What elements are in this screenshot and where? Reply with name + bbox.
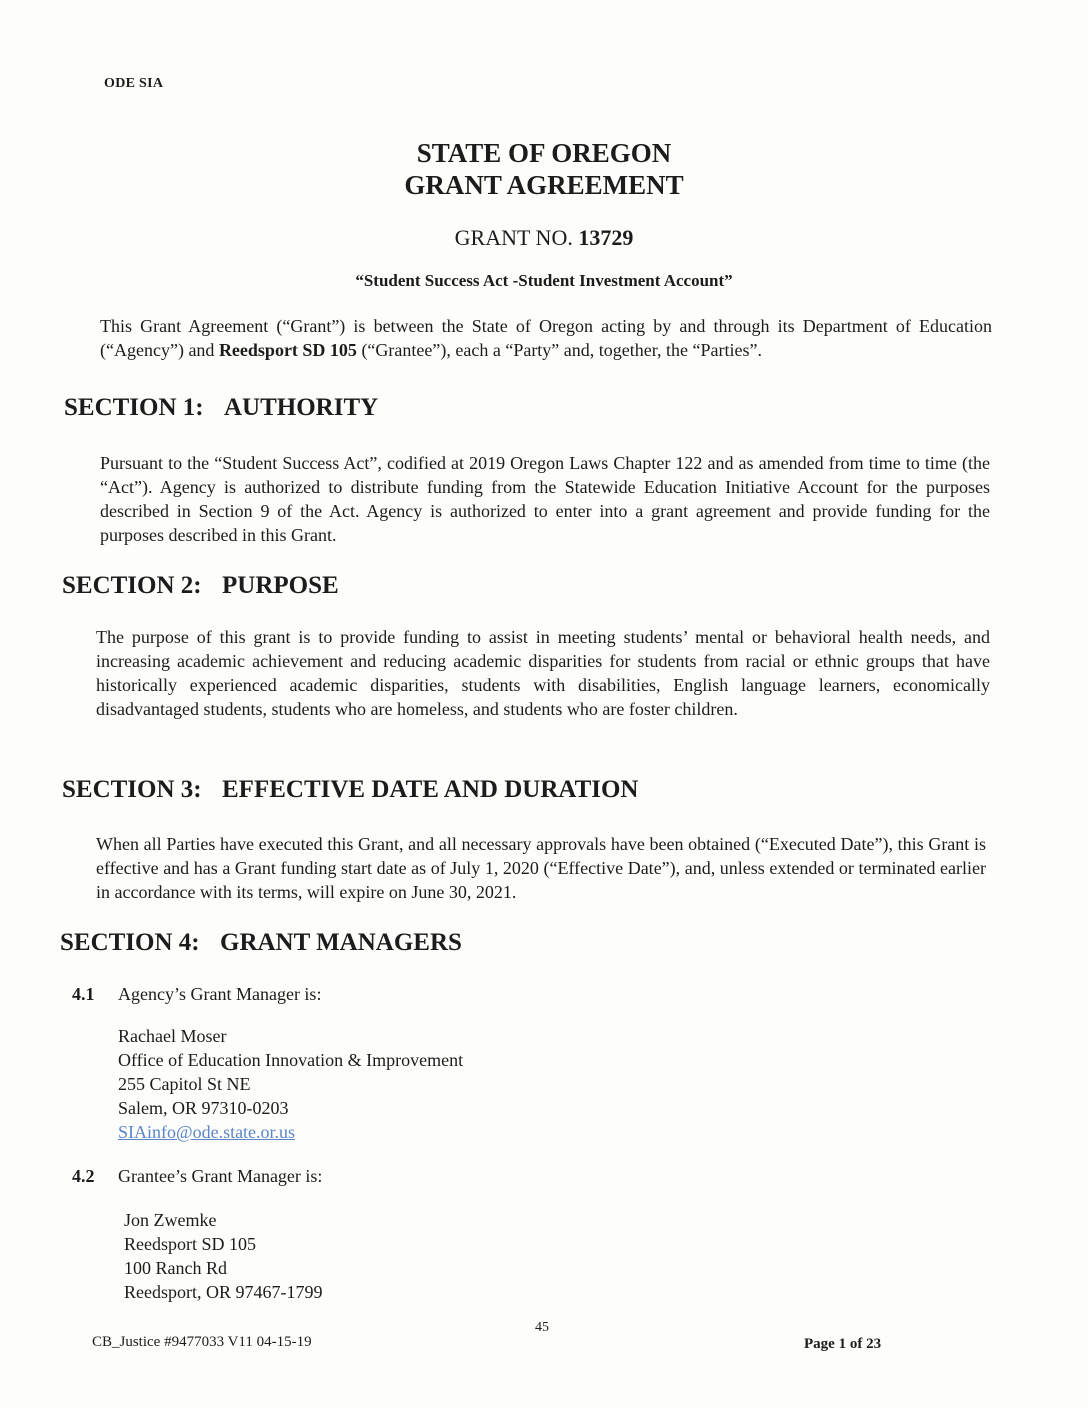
section-4-heading xyxy=(60,928,462,958)
agency-manager-name: Rachael Moser xyxy=(118,1026,227,1046)
agency-manager-label xyxy=(72,982,321,1006)
grant-number-label: GRANT NO. xyxy=(454,225,573,250)
grantee-name: Reedsport SD 105 xyxy=(218,340,357,360)
grantee-manager-office: Reedsport SD 105 xyxy=(124,1234,256,1254)
grantee-manager-name: Jon Zwemke xyxy=(124,1210,217,1230)
section-3-heading xyxy=(62,775,638,805)
section-1-heading xyxy=(64,393,378,423)
header-tag: ODE SIA xyxy=(104,76,164,91)
agency-manager-address xyxy=(118,1024,463,1144)
agency-manager-office: Office of Education Innovation & Improvement xyxy=(118,1050,464,1070)
grantee-manager-address xyxy=(124,1208,322,1304)
section-1-number: SECTION 1: xyxy=(64,394,204,421)
section-1-body: Pursuant to the “Student Success Act”, codified at 2019 Oregon Laws Chapter 122 and as amended from time to time (the “Act”). Agency is authorized to distribute funding from the Statewide Education Initiative Account for the purposes described in Section 9 of the Act. Agency is authorized to enter into a grant agreement and provide funding for the purposes described in this Grant. xyxy=(100,453,990,545)
intro-text-1: This Grant Agreement (“Grant”) is between the State of Oregon acting by and through its Department of Education (“Agency”) and xyxy=(100,316,992,360)
footer-page-number: Page 1 of 23 xyxy=(804,1336,882,1352)
section-3-body: When all Parties have executed this Grant, and all necessary approvals have been obtained (“Executed Date”), this Grant is effective and has a Grant funding start date as of July 1, 2020 (“Effective Date”), and, unless extended or terminated earlier in accordance with its terms, will expire on June 30, 2021. xyxy=(96,834,986,902)
section-3-number: SECTION 3: xyxy=(62,776,202,803)
footer-center-number: 45 xyxy=(535,1320,549,1335)
grant-number-value: 13729 xyxy=(578,225,634,250)
subsection-4-2-number: 4.2 xyxy=(72,1166,95,1186)
grant-number xyxy=(0,224,1088,252)
grantee-manager-street: 100 Ranch Rd xyxy=(124,1258,227,1278)
section-2-title: PURPOSE xyxy=(222,572,339,599)
section-1-title: AUTHORITY xyxy=(224,394,379,421)
subsection-4-1-number: 4.1 xyxy=(72,984,95,1004)
intro-paragraph xyxy=(100,314,992,362)
grantee-manager-label xyxy=(72,1164,322,1188)
title-line-1: STATE OF OREGON xyxy=(416,138,672,168)
section-2-heading xyxy=(62,571,339,601)
section-4-number: SECTION 4: xyxy=(60,929,200,956)
footer-doc-id: CB_Justice #9477033 V11 04-15-19 xyxy=(92,1334,312,1350)
section-2-number: SECTION 2: xyxy=(62,572,202,599)
subsection-4-2-label: Grantee’s Grant Manager is: xyxy=(118,1166,323,1186)
section-4-title: GRANT MANAGERS xyxy=(220,929,462,956)
agency-manager-street: 255 Capitol St NE xyxy=(118,1074,251,1094)
section-3-title: EFFECTIVE DATE AND DURATION xyxy=(222,776,639,803)
grant-name: “Student Success Act -Student Investment Account” xyxy=(355,271,733,290)
intro-text-2: (“Grantee”), each a “Party” and, together, the “Parties”. xyxy=(356,340,762,360)
section-2-body: The purpose of this grant is to provide funding to assist in meeting students’ mental or behavioral health needs, and increasing academic achievement and reducing academic disparities for students from racial or ethnic groups that have historically experienced academic disparities, students with disabilities, English language learners, economically disadvantaged students, students who are homeless, and students who are foster children. xyxy=(96,627,990,719)
subsection-4-1-label: Agency’s Grant Manager is: xyxy=(118,984,322,1004)
title-line-2: GRANT AGREEMENT xyxy=(404,170,684,200)
agency-manager-city: Salem, OR 97310-0203 xyxy=(118,1098,289,1118)
grantee-manager-city: Reedsport, OR 97467-1799 xyxy=(124,1282,323,1302)
agency-manager-email-link[interactable]: SIAinfo@ode.state.or.us xyxy=(118,1122,296,1142)
